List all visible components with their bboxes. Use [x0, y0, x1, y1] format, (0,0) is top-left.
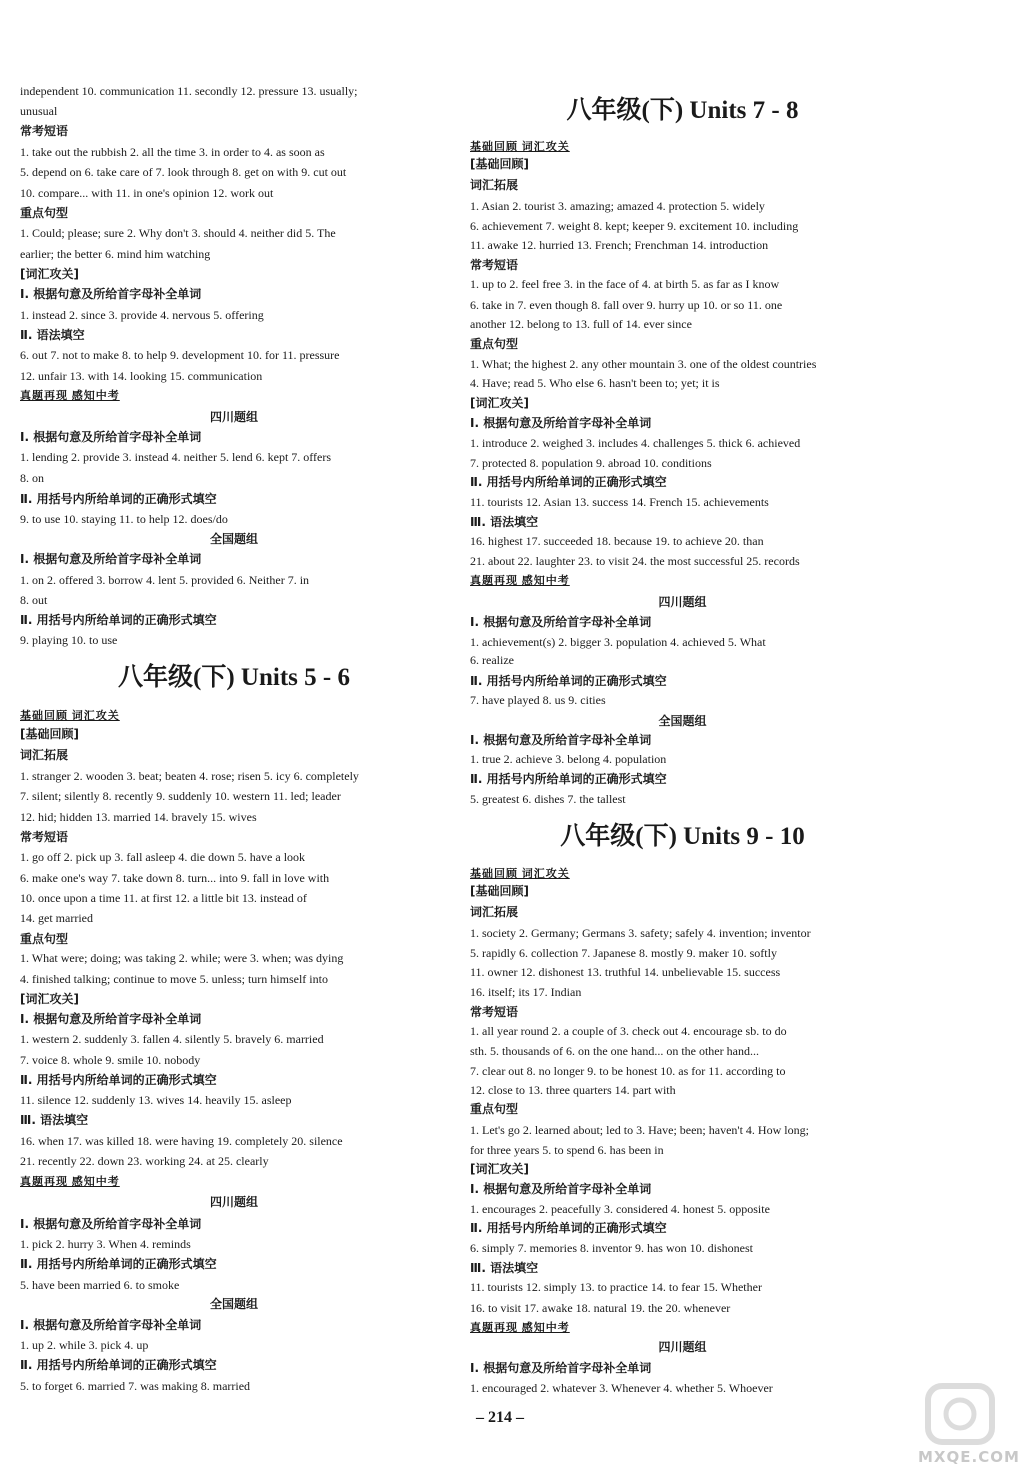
left-line: 7. silent; silently 8. recently 9. suddenly 10. western 11. led; leader: [20, 789, 341, 803]
right-sub: Ⅲ. 语法填空: [470, 515, 539, 529]
right-line: 6. simply 7. memories 8. inventor 9. has won 10. dishonest: [470, 1241, 753, 1255]
right-sub: Ⅰ. 根据句意及所给首字母补全单词: [470, 416, 652, 430]
right-sub: [基础回顾]: [470, 157, 529, 171]
right-line: 1. Let's go 2. learned about; led to 3. Have; been; haven't 4. How long;: [470, 1123, 809, 1137]
right-banner: 基础回顾 词汇攻关: [470, 141, 570, 153]
right-sub: Ⅰ. 根据句意及所给首字母补全单词: [470, 733, 652, 747]
left-line: 8. on: [20, 471, 44, 485]
right-line: 6. take in 7. even though 8. fall over 9. hurry up 10. or so 11. one: [470, 298, 783, 312]
right-line: 7. protected 8. population 9. abroad 10. conditions: [470, 456, 712, 470]
left-sub: Ⅰ. 根据句意及所给首字母补全单词: [20, 287, 202, 301]
right-line: 1. encouraged 2. whatever 3. Whenever 4. whether 5. Whoever: [470, 1381, 773, 1395]
right-line: 16. itself; its 17. Indian: [470, 985, 582, 999]
right-sub: Ⅱ. 用括号内所给单词的正确形式填空: [470, 1221, 667, 1235]
right-line: 6. realize: [470, 653, 514, 667]
left-banner: 基础回顾 词汇攻关: [20, 710, 120, 722]
right-line: 16. to visit 17. awake 18. natural 19. the 20. whenever: [470, 1301, 731, 1315]
left-line: 1. western 2. suddenly 3. fallen 4. silently 5. bravely 6. married: [20, 1032, 324, 1046]
left-line: 8. out: [20, 593, 48, 607]
left-line: 5. have been married 6. to smoke: [20, 1278, 180, 1292]
left-sub: Ⅱ. 用括号内所给单词的正确形式填空: [20, 1257, 217, 1271]
left-center: 四川题组: [209, 410, 258, 424]
left-sub: 重点句型: [20, 932, 69, 946]
right-line: 6. achievement 7. weight 8. kept; keeper 9. excitement 10. including: [470, 219, 799, 233]
right-line: 1. up to 2. feel free 3. in the face of 4. at birth 5. as far as I know: [470, 277, 780, 291]
left-center: 全国题组: [209, 1297, 258, 1311]
right-sub: Ⅱ. 用括号内所给单词的正确形式填空: [470, 674, 667, 688]
left-line: 9. to use 10. staying 11. to help 12. does/do: [20, 512, 228, 526]
right-sub: 常考短语: [470, 258, 519, 272]
left-sub: 常考短语: [20, 124, 69, 138]
left-sub: Ⅱ. 用括号内所给单词的正确形式填空: [20, 492, 217, 506]
right-line: sth. 5. thousands of 6. on the one hand... on the other hand...: [470, 1044, 759, 1058]
left-sub: 常考短语: [20, 830, 69, 844]
right-heading: 八年级(下) Units 7 - 8: [566, 97, 799, 124]
right-line: 4. Have; read 5. Who else 6. hasn't been to; yet; it is: [470, 376, 720, 390]
left-line: 16. when 17. was killed 18. were having 19. completely 20. silence: [20, 1134, 343, 1148]
right-line: 7. clear out 8. no longer 9. to be honest 10. as for 11. according to: [470, 1064, 786, 1078]
left-center: 全国题组: [209, 532, 258, 546]
left-line: unusual: [20, 104, 58, 118]
right-sub: 词汇拓展: [470, 178, 519, 192]
left-line: 7. voice 8. whole 9. smile 10. nobody: [20, 1053, 201, 1067]
left-line: 11. silence 12. suddenly 13. wives 14. heavily 15. asleep: [20, 1093, 292, 1107]
left-line: 1. take out the rubbish 2. all the time 3. in order to 4. as soon as: [20, 145, 325, 159]
left-sub: Ⅱ. 用括号内所给单词的正确形式填空: [20, 613, 217, 627]
right-line: 5. greatest 6. dishes 7. the tallest: [470, 792, 626, 806]
left-line: 1. Could; please; sure 2. Why don't 3. should 4. neither did 5. The: [20, 226, 336, 240]
left-line: 4. finished talking; continue to move 5. unless; turn himself into: [20, 972, 328, 986]
page-number: – 214 –: [476, 1409, 524, 1426]
right-sub: Ⅰ. 根据句意及所给首字母补全单词: [470, 1361, 652, 1375]
left-line: 5. to forget 6. married 7. was making 8. married: [20, 1379, 251, 1393]
right-sub: [词汇攻关]: [470, 1162, 529, 1176]
left-line: independent 10. communication 11. secondly 12. pressure 13. usually;: [20, 84, 358, 98]
left-line: 1. stranger 2. wooden 3. beat; beaten 4. rose; risen 5. icy 6. completely: [20, 769, 359, 783]
left-sub: Ⅰ. 根据句意及所给首字母补全单词: [20, 430, 202, 444]
right-line: 11. tourists 12. simply 13. to practice 14. to fear 15. Whether: [470, 1280, 762, 1294]
left-sub: 词汇拓展: [20, 748, 69, 762]
left-sub: Ⅰ. 根据句意及所给首字母补全单词: [20, 1217, 202, 1231]
left-line: 1. What were; doing; was taking 2. while; were 3. when; was dying: [20, 951, 344, 965]
left-line: 12. hid; hidden 13. married 14. bravely 15. wives: [20, 810, 257, 824]
left-sub: Ⅱ. 用括号内所给单词的正确形式填空: [20, 1073, 217, 1087]
left-line: 6. out 7. not to make 8. to help 9. development 10. for 11. pressure: [20, 348, 340, 362]
right-line: 1. encourages 2. peacefully 3. considered 4. honest 5. opposite: [470, 1202, 770, 1216]
right-sub: [基础回顾]: [470, 884, 529, 898]
right-line: another 12. belong to 13. full of 14. ever since: [470, 317, 692, 331]
right-center: 全国题组: [658, 714, 707, 728]
right-line: 12. close to 13. three quarters 14. part with: [470, 1083, 676, 1097]
right-line: 5. rapidly 6. collection 7. Japanese 8. mostly 9. maker 10. softly: [470, 946, 777, 960]
left-line: 9. playing 10. to use: [20, 633, 118, 647]
right-sub: [词汇攻关]: [470, 396, 529, 410]
right-sub: 重点句型: [470, 337, 519, 351]
right-line: 1. What; the highest 2. any other mountain 3. one of the oldest countries: [470, 357, 817, 371]
left-line: 12. unfair 13. with 14. looking 15. communication: [20, 369, 263, 383]
right-sub: 重点句型: [470, 1102, 519, 1116]
left-line: 14. get married: [20, 911, 93, 925]
right-line: 1. achievement(s) 2. bigger 3. population 4. achieved 5. What: [470, 635, 766, 649]
right-center: 四川题组: [658, 595, 707, 609]
left-sub: [词汇攻关]: [20, 992, 79, 1006]
left-heading: 八年级(下) Units 5 - 6: [118, 664, 350, 691]
left-sub: Ⅲ. 语法填空: [20, 1113, 89, 1127]
left-line: 1. instead 2. since 3. provide 4. nervous 5. offering: [20, 308, 264, 322]
right-line: 11. tourists 12. Asian 13. success 14. French 15. achievements: [470, 495, 769, 509]
left-sub: 重点句型: [20, 206, 69, 220]
right-line: 7. have played 8. us 9. cities: [470, 693, 606, 707]
left-banner: 真题再现 感知中考: [20, 1176, 120, 1188]
left-line: 10. compare... with 11. in one's opinion 12. work out: [20, 186, 274, 200]
right-line: 11. owner 12. dishonest 13. truthful 14. unbelievable 15. success: [470, 965, 781, 979]
left-sub: [基础回顾]: [20, 727, 79, 741]
right-sub: Ⅲ. 语法填空: [470, 1261, 539, 1275]
left-line: 10. once upon a time 11. at first 12. a little bit 13. instead of: [20, 891, 307, 905]
left-sub: Ⅱ. 语法填空: [20, 328, 85, 342]
right-center: 四川题组: [658, 1340, 707, 1354]
right-banner: 真题再现 感知中考: [470, 1322, 570, 1334]
left-line: 1. on 2. offered 3. borrow 4. lent 5. provided 6. Neither 7. in: [20, 573, 310, 587]
right-line: 1. introduce 2. weighed 3. includes 4. challenges 5. thick 6. achieved: [470, 436, 801, 450]
right-banner: 真题再现 感知中考: [470, 575, 570, 587]
right-sub: 词汇拓展: [470, 905, 519, 919]
left-line: 21. recently 22. down 23. working 24. at 25. clearly: [20, 1154, 269, 1168]
left-line: 1. pick 2. hurry 3. When 4. reminds: [20, 1237, 191, 1251]
left-line: 6. make one's way 7. take down 8. turn... into 9. fall in love with: [20, 871, 330, 885]
left-line: earlier; the better 6. mind him watching: [20, 247, 211, 261]
right-sub: Ⅰ. 根据句意及所给首字母补全单词: [470, 615, 652, 629]
right-line: 1. all year round 2. a couple of 3. check out 4. encourage sb. to do: [470, 1024, 787, 1038]
right-line: 11. awake 12. hurried 13. French; Frenchman 14. introduction: [470, 238, 769, 252]
right-sub: Ⅰ. 根据句意及所给首字母补全单词: [470, 1182, 652, 1196]
left-banner: 真题再现 感知中考: [20, 390, 120, 402]
left-sub: Ⅰ. 根据句意及所给首字母补全单词: [20, 1318, 202, 1332]
left-line: 5. depend on 6. take care of 7. look through 8. get on with 9. cut out: [20, 165, 347, 179]
right-line: 16. highest 17. succeeded 18. because 19. to achieve 20. than: [470, 534, 764, 548]
left-sub: Ⅰ. 根据句意及所给首字母补全单词: [20, 552, 202, 566]
right-banner: 基础回顾 词汇攻关: [470, 868, 570, 880]
left-line: 1. go off 2. pick up 3. fall asleep 4. die down 5. have a look: [20, 850, 306, 864]
left-sub: [词汇攻关]: [20, 267, 79, 281]
right-line: for three years 5. to spend 6. has been in: [470, 1143, 664, 1157]
right-line: 21. about 22. laughter 23. to visit 24. the most successful 25. records: [470, 554, 800, 568]
left-line: 1. up 2. while 3. pick 4. up: [20, 1338, 149, 1352]
left-sub: Ⅱ. 用括号内所给单词的正确形式填空: [20, 1358, 217, 1372]
right-sub: Ⅱ. 用括号内所给单词的正确形式填空: [470, 772, 667, 786]
watermark-text: MXQE.COM: [918, 1448, 1020, 1466]
right-line: 1. true 2. achieve 3. belong 4. population: [470, 752, 667, 766]
right-line: 1. society 2. Germany; Germans 3. safety; safely 4. invention; inventor: [470, 926, 811, 940]
right-line: 1. Asian 2. tourist 3. amazing; amazed 4. protection 5. widely: [470, 199, 765, 213]
right-sub: 常考短语: [470, 1005, 519, 1019]
right-sub: Ⅱ. 用括号内所给单词的正确形式填空: [470, 475, 667, 489]
left-center: 四川题组: [209, 1195, 258, 1209]
left-line: 1. lending 2. provide 3. instead 4. neither 5. lend 6. kept 7. offers: [20, 450, 332, 464]
left-sub: Ⅰ. 根据句意及所给首字母补全单词: [20, 1012, 202, 1026]
right-heading: 八年级(下) Units 9 - 10: [560, 823, 805, 850]
